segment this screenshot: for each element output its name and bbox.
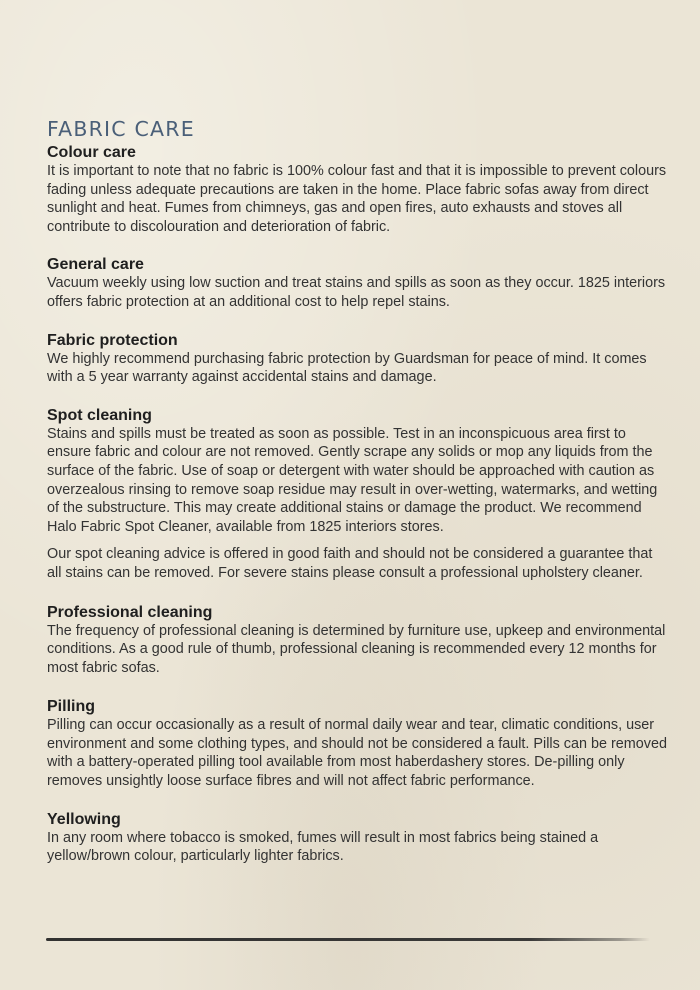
section-paragraph: In any room where tobacco is smoked, fumes will result in most fabrics being stained a yellow/brown colour, particularly lighter fabrics. bbox=[47, 829, 599, 865]
section-yellowing bbox=[47, 810, 667, 866]
section-heading: Professional cleaning bbox=[47, 603, 213, 621]
section-general-care bbox=[47, 255, 667, 311]
section-heading: Spot cleaning bbox=[47, 406, 152, 424]
section-paragraph: Pilling can occur occasionally as a result of normal daily wear and tear, climatic conditions, user environment and some clothing types, and should not be considered a fault. Pills can be removed with a battery-operated pilling tool available from most haberdashery stores. De-pilling only removes unsightly loose surface fibres and will not affect fabric performance. bbox=[47, 717, 667, 790]
section-pilling bbox=[47, 697, 667, 790]
section-paragraph: It is important to note that no fabric is 100% colour fast and that it is impossible to prevent colours fading unless adequate precautions are taken in the home. Place fabric sofas away from direct sunlight and heat. Fumes from chimneys, gas and open fires, auto exhausts and stoves all contribute to discolouration and deterioration of fabric. bbox=[47, 163, 667, 235]
section-heading: General care bbox=[47, 256, 144, 274]
page-title: FABRIC CARE bbox=[47, 117, 195, 141]
section-paragraph: The frequency of professional cleaning is determined by furniture use, upkeep and environmental conditions. As a good rule of thumb, professional cleaning is recommended every 12 months for most fabric sofas. bbox=[47, 622, 666, 676]
section-professional-cleaning bbox=[47, 603, 667, 678]
section-heading: Fabric protection bbox=[47, 331, 178, 349]
section-fabric-protection bbox=[47, 331, 667, 387]
footer-divider bbox=[46, 938, 650, 941]
section-paragraph: Vacuum weekly using low suction and treat stains and spills as soon as they occur. 1825 interiors offers fabric protection at an additional cost to help repel stains. bbox=[47, 275, 666, 310]
document-page bbox=[47, 116, 667, 866]
section-paragraph: Our spot cleaning advice is offered in good faith and should not be considered a guarantee that all stains can be removed. For severe stains please consult a professional upholstery cleaner. bbox=[47, 546, 653, 581]
section-heading: Yellowing bbox=[47, 810, 121, 828]
section-heading: Colour care bbox=[47, 144, 136, 161]
section-paragraph: Stains and spills must be treated as soon as possible. Test in an inconspicuous area first to ensure fabric and colour are not removed. Gently scrape any solids or mop any liquids from the surface of the fabric. Use of soap or detergent with water should be approached with caution as overzealous rinsing to remove soap residue may result in over-wetting, watermarks, and wetting of the substructure. This may create additional stains or damage the product. We recommend Halo Fabric Spot Cleaner, available from 1825 interiors stores. bbox=[47, 425, 658, 535]
section-heading: Pilling bbox=[47, 698, 95, 716]
section-colour-care bbox=[47, 143, 667, 236]
section-paragraph: We highly recommend purchasing fabric protection by Guardsman for peace of mind. It comes with a 5 year warranty against accidental stains and damage. bbox=[47, 350, 647, 386]
section-spot-cleaning bbox=[47, 406, 667, 583]
